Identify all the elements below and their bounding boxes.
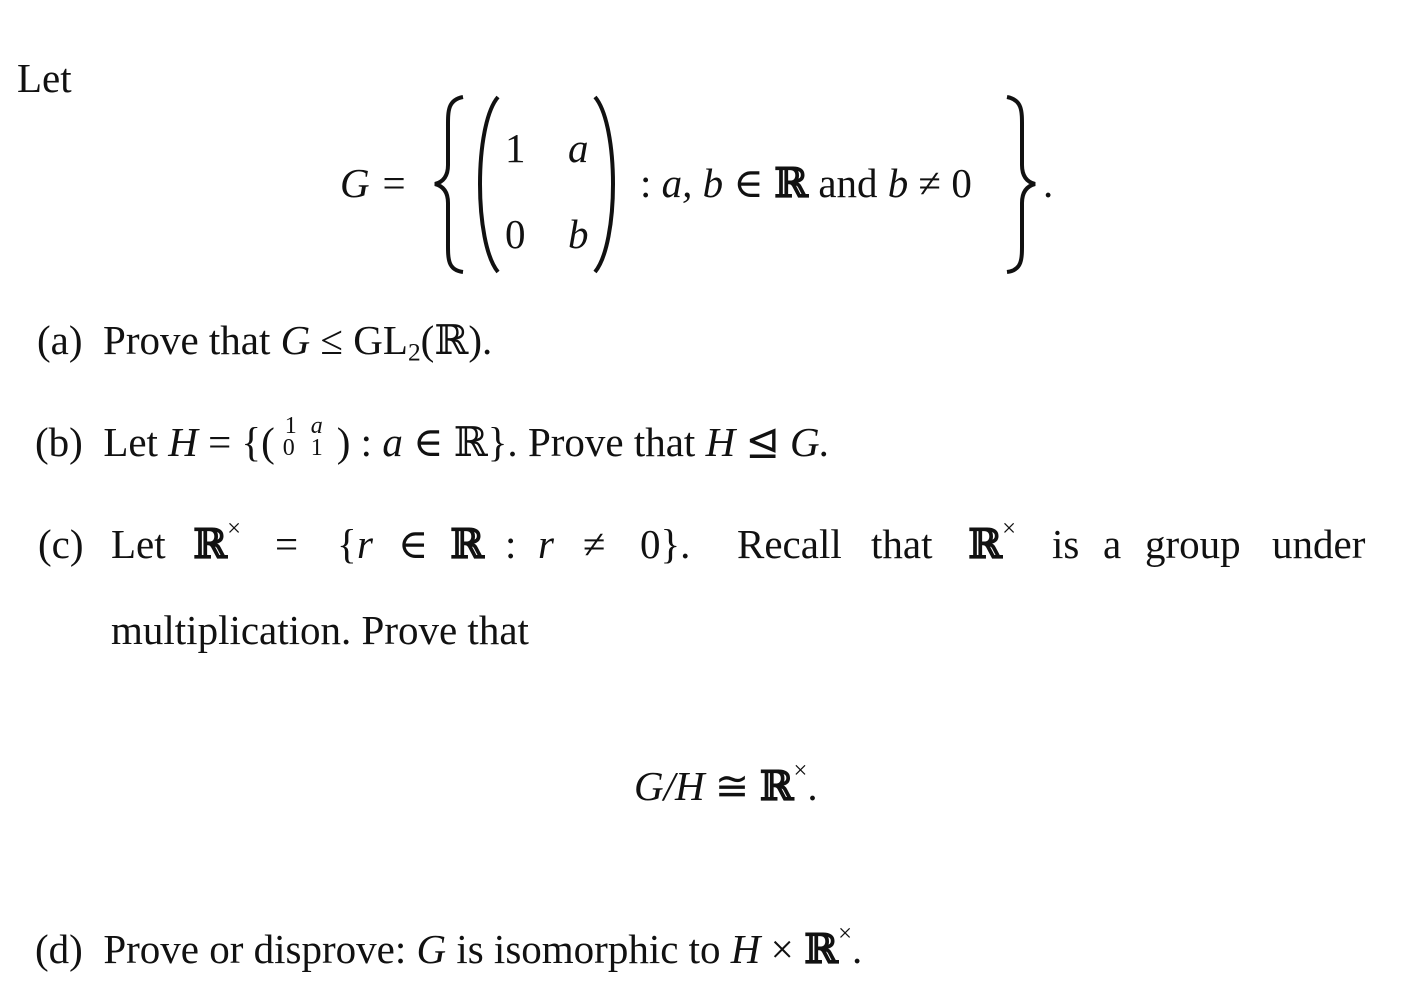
right-curly-brace <box>1007 97 1035 272</box>
condition-and: and <box>818 160 878 206</box>
part-b-small-matrix <box>275 413 337 462</box>
small-matrix-11: 1 <box>284 413 297 439</box>
part-b-a: a <box>382 419 403 465</box>
small-matrix-12: a <box>310 413 323 439</box>
part-c-is: is <box>1052 521 1080 567</box>
set-condition <box>640 159 972 207</box>
part-a-label: (a) <box>37 317 83 363</box>
part-c-R: ℝ× <box>193 514 241 568</box>
def-lhs: G = <box>340 160 408 206</box>
part-a <box>37 317 493 367</box>
left-curly-brace <box>435 97 463 272</box>
part-b-H2: H <box>705 419 736 465</box>
condition-b: b <box>887 160 909 206</box>
matrix-entry-11: 1 <box>505 125 526 171</box>
part-b-G: G. <box>790 419 830 465</box>
display-period: . <box>807 763 818 809</box>
condition-neq: ≠ <box>918 160 942 206</box>
part-d <box>35 919 863 973</box>
part-d-G: G <box>416 926 447 972</box>
part-a-G: G <box>280 317 311 363</box>
part-b-H: H <box>168 419 198 465</box>
matrix-entry-21: 0 <box>505 211 526 257</box>
display-R: ℝ <box>759 762 794 810</box>
part-a-arg: (ℝ). <box>420 317 493 363</box>
condition-colon: : <box>640 160 652 206</box>
intro-text: Let <box>17 55 72 101</box>
part-d-period: . <box>851 926 863 972</box>
part-b-prove: Prove that <box>527 419 696 465</box>
part-a-leq: ≤ <box>320 317 344 363</box>
matrix-right-paren <box>595 97 613 272</box>
part-d-mid: is isomorphic to <box>456 926 721 972</box>
part-c-line2: multiplication. Prove that <box>111 607 529 653</box>
condition-vars: a, b <box>661 160 724 206</box>
part-d-H: H <box>730 926 761 972</box>
part-c-in: ∈ <box>398 521 429 567</box>
part-c-eq: = <box>275 521 299 567</box>
part-c-a: a <box>1103 521 1122 567</box>
part-b-normal: ⊴ <box>745 419 780 465</box>
reals-symbol: ℝ <box>774 159 809 207</box>
part-b-label: (b) <box>35 419 83 465</box>
part-c-display <box>634 756 818 810</box>
part-b-close: ) : <box>336 419 373 465</box>
part-a-gl-sub: 2 <box>407 338 421 367</box>
part-d-text: Prove or disprove: <box>103 926 407 972</box>
part-c-neq: ≠ <box>583 521 606 567</box>
part-c-r: r <box>357 521 373 567</box>
part-c-set-open: { <box>337 521 357 567</box>
part-c-R2: ℝ <box>450 520 485 568</box>
part-d-sup: × <box>838 919 852 947</box>
def-period: . <box>1043 160 1054 206</box>
part-d-times: × <box>770 926 794 972</box>
matrix-entry-22: b <box>568 211 589 257</box>
part-c-colon: : <box>505 521 517 567</box>
condition-zero: 0 <box>951 160 972 206</box>
part-c-under: under <box>1272 521 1366 567</box>
part-d-label: (d) <box>35 926 83 972</box>
part-c-let: Let <box>111 521 166 567</box>
part-a-gl: GL <box>353 317 408 363</box>
part-b-eq: = {( <box>208 419 275 465</box>
part-c-recall: Recall <box>737 521 842 567</box>
part-b <box>35 413 830 465</box>
part-d-R: ℝ <box>804 925 839 973</box>
part-b-in: ∈ ℝ}. <box>413 419 518 465</box>
display-lhs: G/H <box>634 763 705 809</box>
part-c-zero: 0}. <box>640 521 691 567</box>
part-a-text: Prove that <box>103 317 271 363</box>
part-c-that: that <box>871 521 933 567</box>
small-matrix-22: 1 <box>310 435 323 461</box>
matrix-entry-12: a <box>568 125 589 171</box>
part-c-label: (c) <box>38 521 84 567</box>
matrix-left-paren <box>480 97 498 272</box>
part-c-r2: r <box>538 521 554 567</box>
display-times: × <box>793 756 808 784</box>
small-matrix-21: 0 <box>282 435 295 461</box>
display-cong: ≅ <box>714 763 750 809</box>
part-c-group: group <box>1145 521 1241 567</box>
part-b-let: Let <box>103 419 158 465</box>
condition-elem: ∈ <box>733 160 764 206</box>
part-c-R3: ℝ× <box>968 514 1016 568</box>
